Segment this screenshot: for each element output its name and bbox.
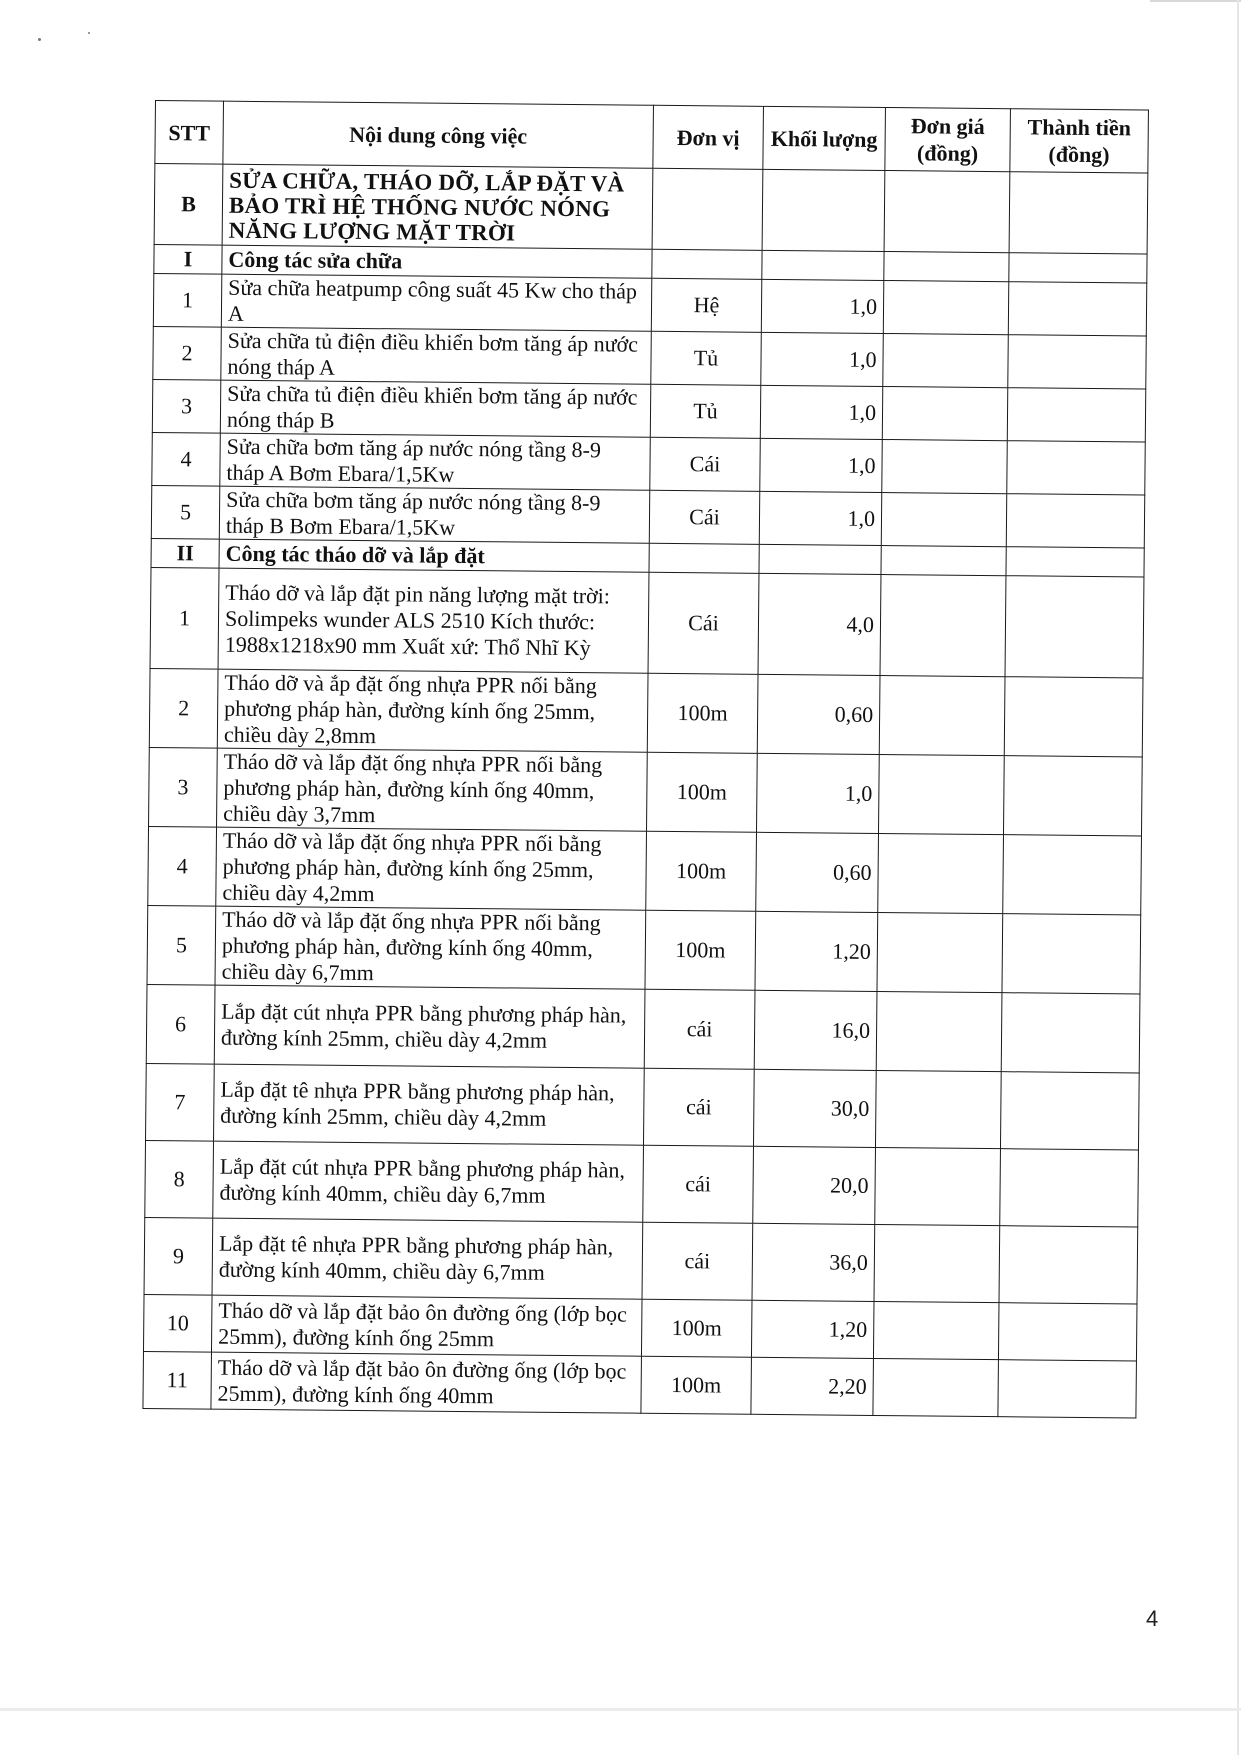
- item-unit-price: [875, 1147, 1001, 1225]
- item-unit-price: [874, 1224, 1000, 1302]
- item-unit-price: [881, 492, 1007, 546]
- table-row: [145, 1140, 1139, 1227]
- section-title: SỬA CHỮA, THÁO DỠ, LẮP ĐẶT VÀ BẢO TRÌ HỆ THỐNG NƯỚC NÓNG NĂNG LƯỢNG MẶT TRỜI: [222, 164, 653, 249]
- item-quantity: 30,0: [753, 1069, 876, 1147]
- item-total: [1007, 388, 1146, 442]
- item-unit: cái: [644, 989, 755, 1069]
- item-stt: 1: [150, 567, 219, 669]
- group-title: Công tác tháo dỡ và lắp đặt: [219, 539, 649, 572]
- item-content: Tháo dỡ và lắp đặt ống nhựa PPR nối bằng phương pháp hàn, đường kính ống 40mm, chiều dày 3,7mm: [217, 748, 648, 831]
- item-total: [1003, 756, 1142, 836]
- item-total: [1003, 835, 1142, 915]
- item-unit: 100m: [641, 1299, 752, 1357]
- item-content: Tháo dỡ và lắp đặt bảo ôn đường ống (lớp bọc 25mm), đường kính ống 40mm: [211, 1352, 642, 1413]
- header-quantity: Khối lượng: [763, 106, 886, 170]
- empty-cell: [881, 545, 1006, 575]
- item-content: Lắp đặt tê nhựa PPR bằng phương pháp hàn, đường kính 40mm, chiều dày 6,7mm: [212, 1218, 643, 1299]
- empty-cell: [649, 543, 759, 573]
- scan-speck: [38, 38, 41, 41]
- item-stt: 8: [145, 1140, 214, 1218]
- scan-edge-right: [1237, 0, 1239, 1755]
- item-total: [1000, 1149, 1139, 1227]
- table-row: [143, 1294, 1137, 1361]
- item-unit-price: [880, 574, 1006, 676]
- item-content: Sửa chữa bơm tăng áp nước nóng tầng 8-9 tháp B Bơm Ebara/1,5Kw: [219, 486, 649, 543]
- item-stt: 10: [143, 1294, 212, 1352]
- table-row: [153, 326, 1146, 389]
- item-quantity: 1,0: [761, 332, 884, 386]
- header-unit: Đơn vị: [653, 105, 764, 169]
- empty-cell: [884, 171, 1010, 253]
- item-stt: 2: [153, 326, 222, 380]
- item-unit: 100m: [647, 673, 758, 753]
- item-stt: 5: [147, 905, 216, 985]
- item-content: Sửa chữa bơm tăng áp nước nóng tầng 8-9 tháp A Bơm Ebara/1,5Kw: [220, 433, 650, 490]
- item-quantity: 0,60: [756, 832, 879, 912]
- item-unit: cái: [643, 1068, 754, 1146]
- group-code: I: [154, 244, 222, 274]
- header-content: Nội dung công việc: [223, 101, 654, 168]
- table-row: [146, 984, 1140, 1073]
- empty-cell: [762, 169, 885, 251]
- item-unit: 100m: [641, 1356, 752, 1414]
- item-unit: 100m: [645, 910, 756, 990]
- item-unit: Cái: [650, 437, 761, 491]
- item-content: Sửa chữa tủ điện điều khiển bơm tăng áp nước nóng tháp A: [221, 327, 651, 384]
- scan-speck: [88, 32, 90, 34]
- table-row: [152, 432, 1145, 495]
- item-stt: 3: [149, 747, 218, 827]
- item-total: [998, 1360, 1137, 1418]
- item-unit-price: [877, 912, 1003, 992]
- item-unit: Cái: [648, 572, 759, 674]
- item-content: Tháo dỡ và lắp đặt ống nhựa PPR nối bằng phương pháp hàn, đường kính ống 40mm, chiều dày 6,7mm: [215, 906, 646, 989]
- table-row: [144, 1217, 1138, 1304]
- item-unit-price: [873, 1301, 999, 1359]
- item-content: Sửa chữa tủ điện điều khiển bơm tăng áp nước nóng tháp B: [220, 380, 650, 437]
- empty-cell: [762, 250, 884, 280]
- header-total: Thành tiền (đồng): [1010, 109, 1149, 173]
- item-stt: 7: [146, 1063, 215, 1141]
- item-content: Tháo dỡ và lắp đặt bảo ôn đường ống (lớp bọc 25mm), đường kính ống 25mm: [211, 1295, 642, 1356]
- item-stt: 5: [151, 485, 220, 539]
- item-unit: 100m: [646, 831, 757, 911]
- item-total: [1006, 494, 1145, 548]
- table-row: [153, 273, 1146, 336]
- item-content: Tháo dỡ và lắp đặt pin năng lượng mặt trời: Solimpeks wunder ALS 2510 Kích thước: 1988x1218x90 mm Xuất xứ: Thổ Nhĩ Kỳ: [218, 568, 649, 673]
- item-quantity: 1,20: [755, 911, 878, 991]
- item-total: [1007, 441, 1146, 495]
- group-title: Công tác sửa chữa: [222, 245, 652, 278]
- item-unit-price: [878, 754, 1004, 834]
- group-code: II: [151, 538, 219, 568]
- item-stt: 11: [143, 1351, 212, 1409]
- section-row: [154, 164, 1148, 255]
- item-total: [1001, 993, 1140, 1073]
- item-quantity: 0,60: [757, 674, 880, 754]
- item-unit-price: [875, 1070, 1001, 1148]
- table-row: [147, 905, 1141, 994]
- item-quantity: 1,0: [756, 753, 879, 833]
- scan-edge-bottom: [0, 1708, 1241, 1711]
- item-stt: 9: [144, 1217, 213, 1295]
- table-header-row: [155, 101, 1149, 174]
- item-quantity: 2,20: [751, 1357, 874, 1415]
- section-code: B: [154, 164, 223, 246]
- table-row: [150, 567, 1144, 678]
- item-content: Lắp đặt cút nhựa PPR bằng phương pháp hàn, đường kính 40mm, chiều dày 6,7mm: [213, 1141, 644, 1222]
- header-unit-price: Đơn giá (đồng): [885, 108, 1011, 172]
- item-unit: Tủ: [650, 384, 761, 438]
- scan-edge-top: [1150, 0, 1241, 2]
- item-stt: 2: [149, 668, 218, 748]
- item-content: Tháo dỡ và lắp đặt ống nhựa PPR nối bằng phương pháp hàn, đường kính ống 25mm, chiều dày 4,2mm: [216, 827, 647, 910]
- page-number: 4: [1146, 1606, 1159, 1631]
- item-total: [999, 1226, 1138, 1304]
- item-quantity: 1,0: [761, 279, 884, 333]
- item-stt: 1: [153, 273, 222, 327]
- item-stt: 4: [152, 432, 221, 486]
- table-row: [146, 1063, 1140, 1150]
- item-unit: Tủ: [651, 331, 762, 385]
- item-unit: Cái: [649, 490, 760, 544]
- item-unit: Hệ: [651, 278, 762, 332]
- empty-cell: [1009, 172, 1148, 254]
- item-total: [998, 1303, 1137, 1361]
- item-total: [1008, 335, 1147, 389]
- item-quantity: 36,0: [752, 1223, 875, 1301]
- table-row: [151, 485, 1144, 548]
- item-unit-price: [876, 991, 1002, 1071]
- table-row: [143, 1351, 1137, 1418]
- item-unit-price: [883, 281, 1009, 335]
- item-unit: 100m: [647, 752, 758, 832]
- item-content: Sửa chữa heatpump công suất 45 Kw cho tháp A: [221, 274, 651, 331]
- item-quantity: 1,0: [760, 438, 883, 492]
- item-unit-price: [879, 675, 1005, 755]
- table-row: [152, 379, 1145, 442]
- item-quantity: 1,0: [759, 491, 882, 545]
- table-row: [149, 747, 1143, 836]
- item-unit-price: [878, 833, 1004, 913]
- item-quantity: 20,0: [753, 1146, 876, 1224]
- table-row: [149, 668, 1143, 757]
- item-total: [1008, 282, 1147, 336]
- item-stt: 3: [152, 379, 221, 433]
- item-unit-price: [882, 439, 1008, 493]
- item-stt: 6: [146, 984, 215, 1064]
- header-stt: STT: [155, 101, 224, 165]
- item-unit-price: [882, 386, 1008, 440]
- work-items-table: [142, 100, 1149, 1418]
- item-total: [1004, 677, 1143, 757]
- empty-cell: [652, 168, 763, 250]
- item-quantity: 1,20: [751, 1300, 874, 1358]
- item-content: Tháo dỡ và ắp đặt ống nhựa PPR nối bằng phương pháp hàn, đường kính ống 25mm, chiều dày 2,8mm: [217, 669, 648, 752]
- item-total: [1000, 1072, 1139, 1150]
- work-items-table-container: [142, 100, 1148, 1418]
- empty-cell: [1006, 547, 1144, 577]
- empty-cell: [1009, 253, 1147, 283]
- item-content: Lắp đặt tê nhựa PPR bằng phương pháp hàn, đường kính 25mm, chiều dày 4,2mm: [214, 1064, 645, 1145]
- empty-cell: [884, 252, 1009, 282]
- item-quantity: 4,0: [758, 573, 881, 675]
- item-total: [1002, 914, 1141, 994]
- item-content: Lắp đặt cút nhựa PPR bằng phương pháp hàn, đường kính 25mm, chiều dày 4,2mm: [214, 985, 645, 1068]
- item-unit-price: [873, 1358, 999, 1416]
- item-unit-price: [883, 334, 1009, 388]
- item-stt: 4: [148, 826, 217, 906]
- empty-cell: [652, 249, 762, 279]
- item-quantity: 16,0: [754, 990, 877, 1070]
- item-unit: cái: [643, 1145, 754, 1223]
- item-total: [1005, 576, 1144, 678]
- empty-cell: [759, 544, 881, 574]
- item-quantity: 1,0: [760, 385, 883, 439]
- item-unit: cái: [642, 1222, 753, 1300]
- table-row: [148, 826, 1142, 915]
